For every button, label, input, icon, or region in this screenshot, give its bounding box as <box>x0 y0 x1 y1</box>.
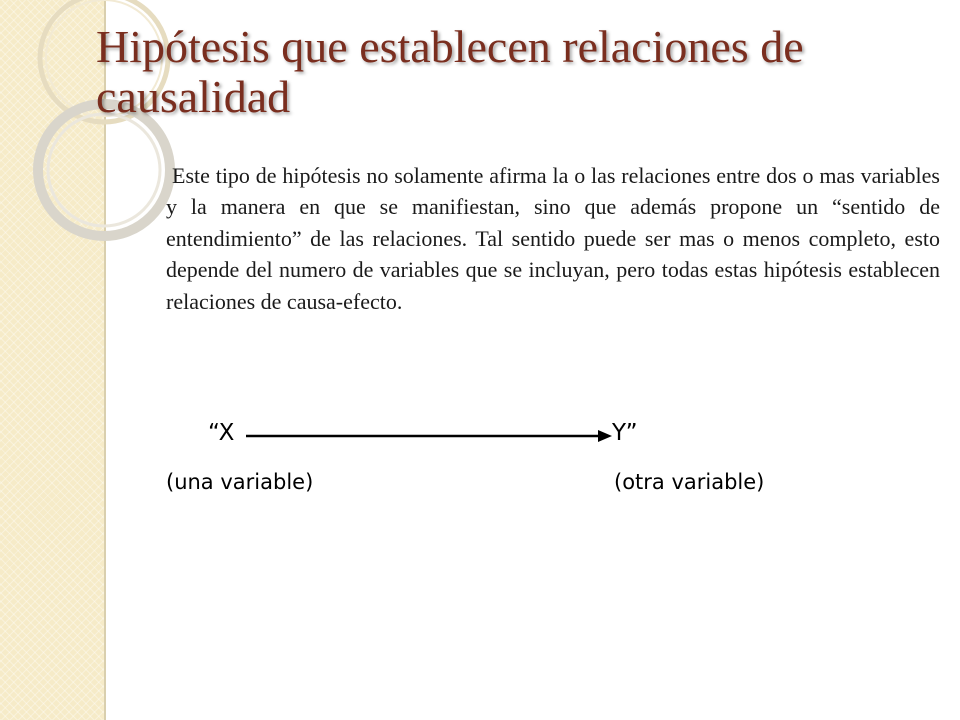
arrow-head-icon <box>598 430 612 442</box>
diagram-right-node: Y” <box>612 420 638 446</box>
decorative-ring-grey-inner <box>48 114 160 226</box>
diagram-right-caption: (otra variable) <box>614 470 765 494</box>
causal-arrow <box>246 426 614 446</box>
slide-body-paragraph: Este tipo de hipótesis no solamente afirma la o las relaciones entre dos o mas variables y la manera en que se manifiestan, sino que además propone un “sentido de entendimiento” de las relaciones. Tal sentido puede ser mas o menos completo, esto depende del numero de variables que se incluyan, pero todas estas hipótesis establecen relaciones de causa-efecto. <box>166 163 940 314</box>
diagram-left-node: “X <box>208 420 235 446</box>
diagram-left-caption: (una variable) <box>166 470 314 494</box>
slide-title: Hipótesis que establecen relaciones de causalidad <box>96 21 804 122</box>
